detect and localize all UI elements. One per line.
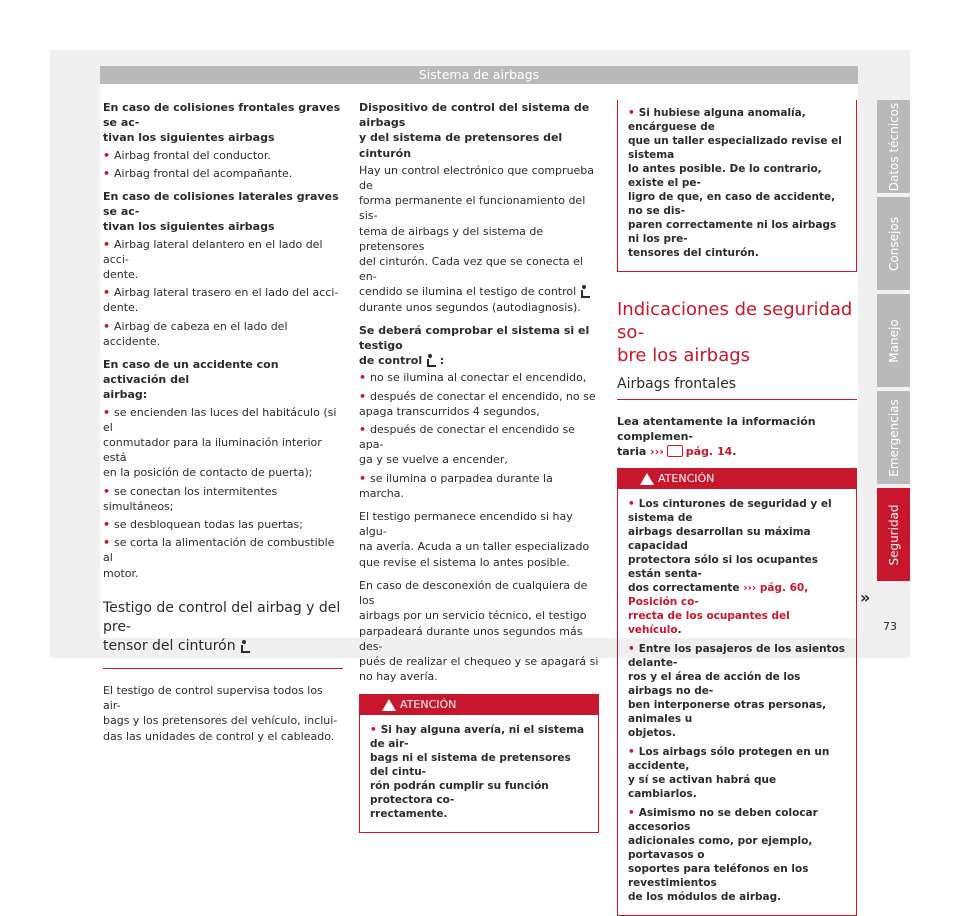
paragraph: El testigo permanece encendido si hay algu- na avería. Acuda a un taller especializado que revise el sistema lo antes posible. xyxy=(359,510,590,569)
column-left xyxy=(103,100,343,752)
heading-check-system: Se deberá comprobar el sistema si el testigo de control : xyxy=(359,323,590,368)
tab-seguridad[interactable]: Seguridad xyxy=(877,488,910,581)
list-item: • se desbloquean todas las puertas; xyxy=(103,518,303,532)
list-item: • Entre los pasajeros de los asientos delante- ros y el área de acción de los airbags no de- ben interponerse otras personas, animales u objetos. xyxy=(628,642,846,739)
airbag-warning-icon xyxy=(240,640,250,651)
intro-paragraph: Lea atentamente la información complemen- taria ››› pág. 14. xyxy=(617,415,816,459)
column-right xyxy=(617,100,857,916)
paragraph: El testigo de control supervisa todos los air- bags y los pretensores del vehículo, inclui- das las unidades de control y el cableado. xyxy=(103,683,338,743)
list-item: • después de conectar el encendido se apa- ga y se vuelve a encender, xyxy=(359,423,575,467)
list-item: • no se ilumina al conectar el encendido, xyxy=(359,371,587,385)
divider xyxy=(617,399,857,400)
list-item: • se conectan los intermitentes simultáneos; xyxy=(103,484,278,513)
paragraph: Hay un control electrónico que comprueba de forma permanente el funcionamiento del sis- tema de airbags y del sistema de pretensores del cinturón. Cada vez que se conecta el en- cendido se ilumina el testigo de control durante unos segundos (autodiagnosis). xyxy=(359,163,595,314)
heading-frontal: En caso de colisiones frontales graves se ac- tivan los siguientes airbags xyxy=(103,101,341,145)
list-item: • se ilumina o parpadea durante la marcha. xyxy=(359,471,553,500)
list-item: • se corta la alimentación de combustible al motor. xyxy=(103,536,335,580)
list-item: • Airbag frontal del conductor. xyxy=(103,148,271,162)
warning-box xyxy=(617,468,857,916)
tab-manejo[interactable]: Manejo xyxy=(877,294,910,387)
paragraph: En caso de desconexión de cualquiera de los airbags por un servicio técnico, el testigo parpadeará durante unos segundos más des- pués de realizar el chequeo y se apagará si no hay avería. xyxy=(359,578,599,684)
list-item: • Asimismo no se deben colocar accesorios adicionales como, por ejemplo, portavasos o soportes para teléfonos en los revestimientos de los módulos de airbag. xyxy=(628,806,818,903)
list-item: • Los airbags sólo protegen en un accidente, y sí se activan habrá que cambiarlos. xyxy=(628,745,830,800)
warning-title: ATENCIÓN xyxy=(360,695,598,715)
warning-box-continued xyxy=(617,100,857,272)
list-item: • Airbag frontal del acompañante. xyxy=(103,166,293,180)
page-reference-link[interactable]: pág. 60, Posición co- rrecta de los ocupantes del vehículo xyxy=(628,581,809,636)
warning-triangle-icon xyxy=(382,699,396,711)
list-item: • Airbag lateral trasero en el lado del acci- dente. xyxy=(103,286,339,315)
heading-lateral: En caso de colisiones laterales graves se ac- tivan los siguientes airbags xyxy=(103,190,339,234)
warning-triangle-icon xyxy=(640,473,654,485)
continue-arrow-icon: » xyxy=(860,588,871,607)
section-subtitle: Airbags frontales xyxy=(617,376,736,392)
tab-consejos[interactable]: Consejos xyxy=(877,197,910,290)
heading-control-device: Dispositivo de control del sistema de airbags y del sistema de pretensores del cinturón xyxy=(359,101,590,160)
chapter-header: Sistema de airbags xyxy=(100,66,858,84)
list-item: • Si hay alguna avería, ni el sistema de air- bags ni el sistema de pretensores del cintu- rón podrán cumplir su función protectora co- rrectamente. xyxy=(370,724,585,821)
list-item: • Airbag lateral delantero en el lado del acci- dente. xyxy=(103,237,323,282)
list-item: • Airbag de cabeza en el lado del accidente. xyxy=(103,319,288,348)
book-icon xyxy=(667,445,683,457)
page-number: 73 xyxy=(883,620,897,633)
list-item: • Si hubiese alguna anomalía, encárguese de que un taller especializado revise el sistema lo antes posible. De lo contrario, existe el pe- ligro de que, en caso de accidente, no se dis- paren correctamente ni los airbags ni los pre- tensores del cinturón. xyxy=(628,107,842,259)
list-item: • se encienden las luces del habitáculo (si el conmutador para la iluminación interior está en la posición de contacto de puerta); xyxy=(103,405,337,480)
divider xyxy=(103,668,343,669)
list-item: • después de conectar el encendido, no se apaga transcurridos 4 segundos, xyxy=(359,389,596,418)
section-subheading: Testigo de control del airbag y del pre- tensor del cinturón xyxy=(103,599,341,654)
heading-accident: En caso de un accidente con activación del airbag: xyxy=(103,358,279,402)
warning-box xyxy=(359,694,599,833)
tab-datos-tecnicos[interactable]: Datos técnicos xyxy=(877,100,910,193)
section-title: Indicaciones de seguridad so- bre los airbags xyxy=(617,299,853,366)
airbag-warning-icon xyxy=(580,285,590,296)
tab-emergencias[interactable]: Emergencias xyxy=(877,391,910,484)
airbag-warning-icon xyxy=(426,354,436,365)
page-reference-link[interactable]: pág. 14 xyxy=(685,445,733,459)
warning-title: ATENCIÓN xyxy=(618,469,856,489)
list-item: • Los cinturones de seguridad y el sistema de airbags desarrollan su máxima capacidad protectora sólo si los ocupantes están senta- dos correctamente ››› pág. 60, Posición co- rrecta de los ocupantes del vehículo. xyxy=(628,497,832,636)
column-middle xyxy=(359,100,599,833)
